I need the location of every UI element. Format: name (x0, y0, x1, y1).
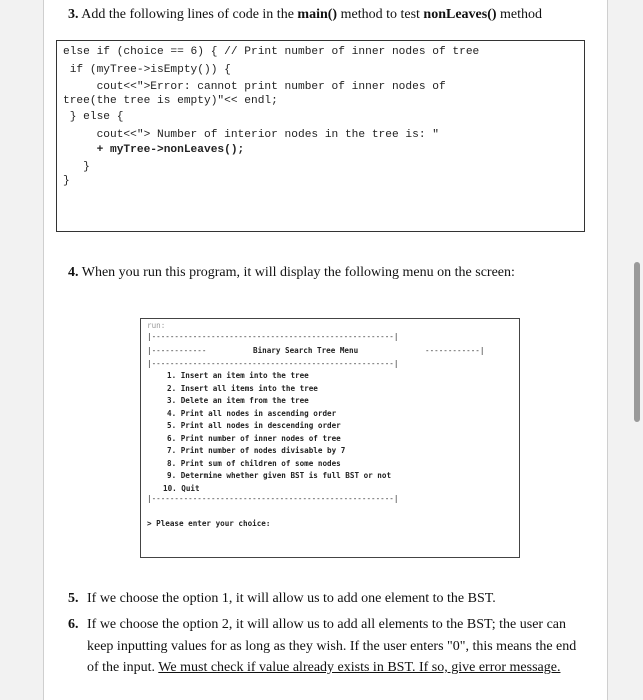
item-text: If we choose the option 2, it will allow us to add all elements to the BST; the user can keep inputting values for as long as they wish. If the user enters "0", this means the end of the input. (87, 617, 577, 675)
heading-text: When you run this program, it will display the following menu on the screen: (81, 265, 515, 280)
step-number: 3. (68, 7, 79, 22)
heading-bold-main: main() (297, 7, 338, 22)
menu-title-right: ------------| (425, 346, 485, 355)
menu-item: 1. Insert an item into the tree (167, 371, 309, 380)
menu-item: 10. Quit (163, 483, 200, 493)
menu-border-mid: |-----------------------------------------------------| (147, 359, 399, 368)
code-line: } (63, 175, 70, 187)
code-line: tree(the tree is empty)"<< endl; (63, 95, 278, 107)
code-line: cout<<">Error: cannot print number of inner nodes of (63, 81, 446, 93)
terminal-output (140, 318, 520, 558)
code-line: cout<<"> Number of interior nodes in the tree is: " (63, 129, 439, 141)
menu-item: 6. Print number of inner nodes of tree (167, 433, 341, 443)
underlined-requirement: We must check if value already exists in BST. If so, give error message. (158, 660, 561, 675)
heading-text: Add the following lines of code in the (81, 7, 298, 22)
step-number: 6. (68, 617, 79, 632)
menu-item: 5. Print all nodes in descending order (167, 421, 341, 430)
step-6-item (68, 614, 588, 679)
heading-text: method (496, 7, 543, 22)
menu-border-bottom: |-----------------------------------------------------| (147, 494, 399, 503)
step-number: 4. (68, 265, 79, 280)
heading-bold-nonleaves: nonLeaves() (423, 7, 497, 22)
menu-border-top: |-----------------------------------------------------| (147, 332, 399, 341)
code-line: } else { (63, 111, 124, 123)
menu-item: 2. Insert all items into the tree (167, 383, 318, 393)
choice-prompt: > Please enter your choice: (147, 519, 271, 528)
code-line: else if (choice == 6) { // Print number of inner nodes of tree (63, 46, 480, 58)
vertical-scrollbar[interactable] (634, 262, 640, 422)
step-number: 5. (68, 591, 79, 606)
step-4-heading (68, 264, 515, 282)
item-text: If we choose the option 1, it will allow us to add one element to the BST. (87, 591, 496, 606)
code-line: + myTree->nonLeaves(); (63, 144, 245, 156)
menu-title: Binary Search Tree Menu (253, 346, 359, 355)
run-label: run: (147, 321, 166, 330)
heading-text: method to test (337, 7, 424, 22)
menu-item: 7. Print number of nodes divisable by 7 (167, 446, 346, 455)
document-page (43, 0, 608, 700)
menu-item: 9. Determine whether given BST is full BST or not (167, 471, 392, 480)
menu-title-left: |------------ (147, 346, 207, 355)
step-3-heading (68, 6, 542, 24)
code-block (56, 40, 585, 232)
menu-item: 3. Delete an item from the tree (167, 396, 309, 405)
menu-item: 4. Print all nodes in ascending order (167, 408, 337, 418)
code-line: if (myTree->isEmpty()) { (63, 64, 231, 76)
menu-item: 8. Print sum of children of some nodes (167, 458, 341, 468)
step-5-item (68, 588, 588, 610)
code-line: } (63, 161, 90, 173)
